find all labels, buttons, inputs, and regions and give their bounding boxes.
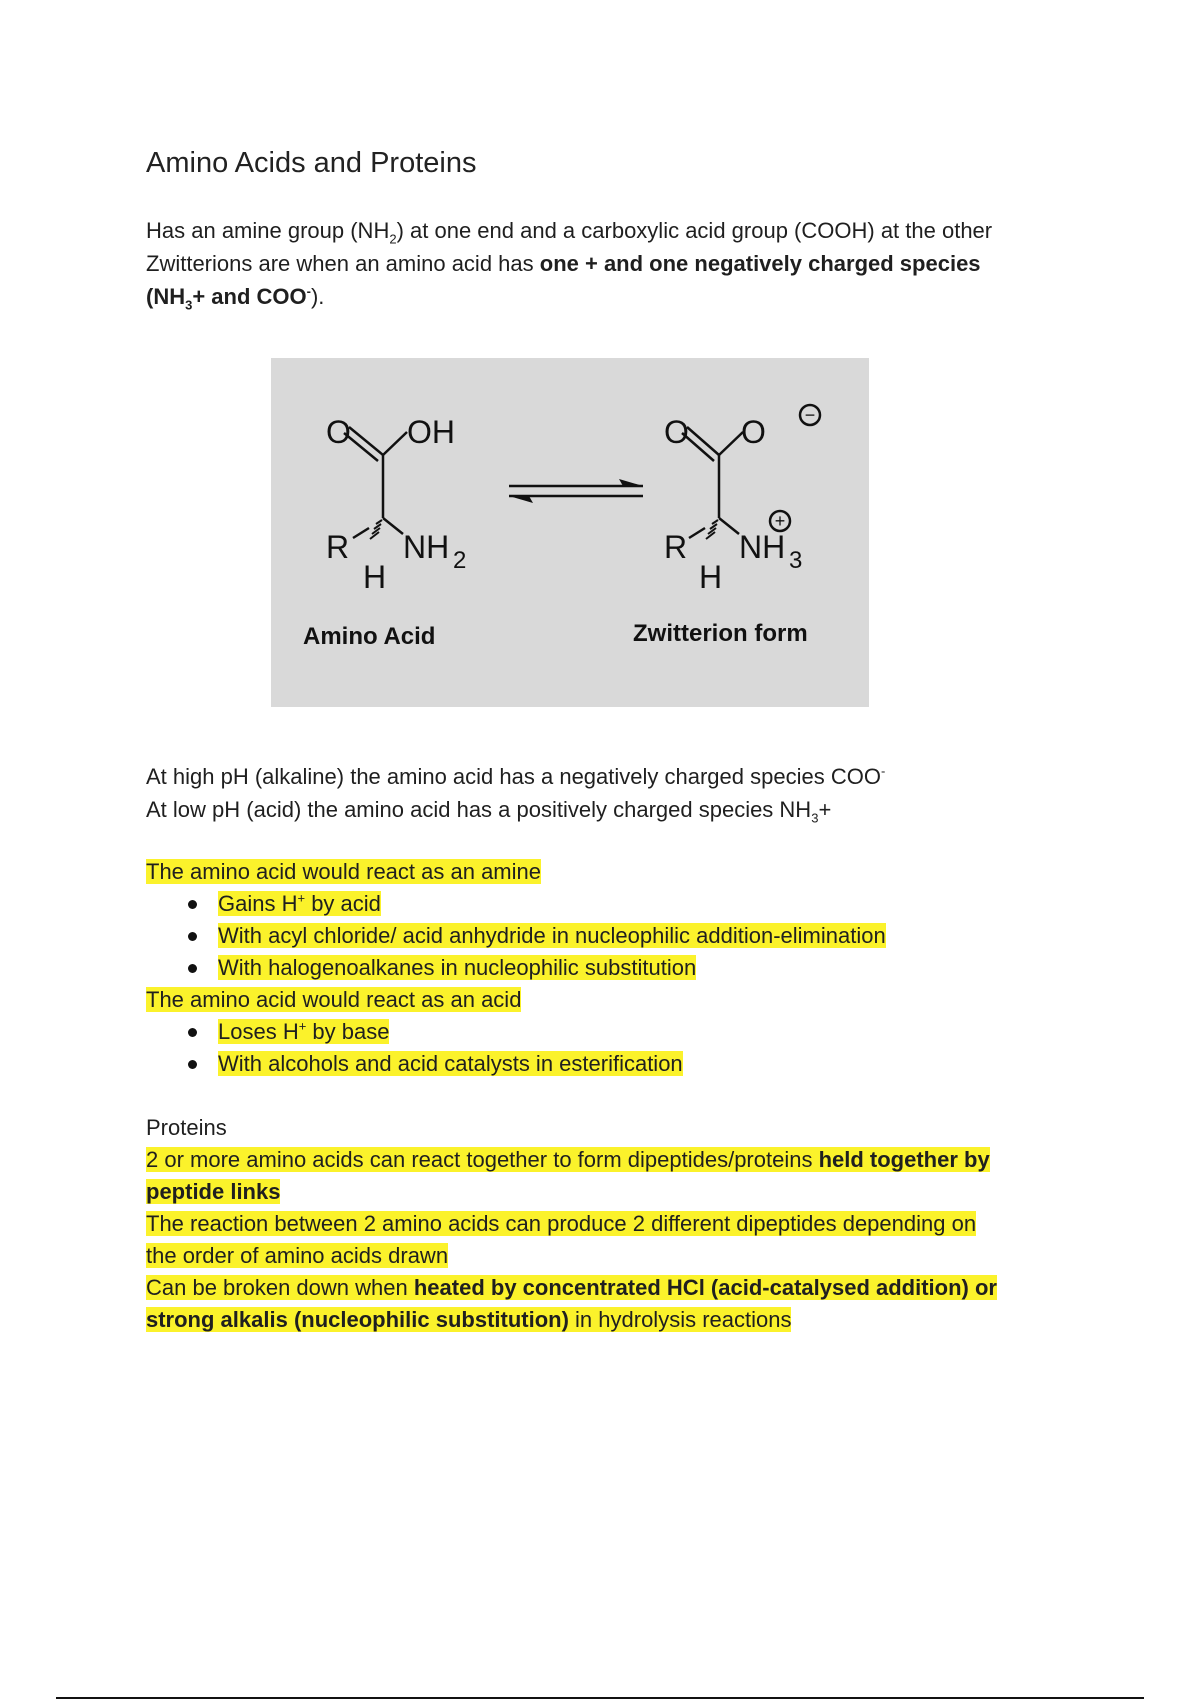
proteins-heading: Proteins xyxy=(146,1115,227,1140)
forward-arrow-head xyxy=(619,479,643,486)
list-item: With alcohols and acid catalysts in esterification xyxy=(146,1048,683,1080)
intro-line-3: ($NH_3+$ and COO-). xyxy=(146,283,325,313)
right-h-label: H xyxy=(699,559,723,595)
structure-diagram xyxy=(271,358,869,707)
caption-zwitterion: Zwitterion form xyxy=(633,620,808,647)
zwitterion-figure xyxy=(271,358,869,707)
left-oh-label: OH xyxy=(407,414,455,450)
minus-sign: − xyxy=(804,405,816,425)
ph-paragraph xyxy=(146,760,1086,826)
proteins-paragraph: 2 or more amino acids can react together to form dipeptides/proteins held together by peptide links The reaction between 2 amino acids can produce 2 different dipeptides depending on the order of amino acids drawn Can be broken down when heated by concentrated HCl (acid-catalysed addition) or strong alkalis (nucleophilic substitution) in hydrolysis reactions xyxy=(146,1147,997,1332)
reverse-arrow-head xyxy=(509,496,533,503)
caption-amino-acid: Amino Acid xyxy=(303,623,436,650)
right-ominus-label: O xyxy=(741,414,766,450)
left-nh-label: NH xyxy=(403,529,450,565)
list-item: Gains H+ by acid xyxy=(146,888,886,920)
left-o-label: O xyxy=(326,414,351,450)
intro-line-2: Zwitterions are when an amino acid has one + and one negatively charged species xyxy=(146,251,981,276)
ph-high-line: At high pH (alkaline) the amino acid has a negatively charged species COO- xyxy=(146,763,886,789)
acid-heading: The amino acid would react as an acid xyxy=(146,987,522,1012)
left-ca-n-bond xyxy=(383,518,403,534)
list-item: With halogenoalkanes in nucleophilic substitution xyxy=(146,952,886,984)
plus-sign: + xyxy=(774,511,786,531)
right-c-o-bond xyxy=(719,432,743,455)
page-title: Amino Acids and Proteins xyxy=(146,147,477,179)
left-r-label: R xyxy=(326,529,350,565)
left-h-label: H xyxy=(363,559,387,595)
bottom-divider xyxy=(56,1697,1144,1699)
amine-list xyxy=(146,888,886,984)
right-o-label: O xyxy=(664,414,689,450)
right-r-label: R xyxy=(664,529,688,565)
acid-list xyxy=(146,1016,683,1080)
amine-heading: The amino acid would react as an amine xyxy=(146,859,541,884)
intro-paragraph xyxy=(146,214,1086,313)
right-ca-n-bond xyxy=(719,518,739,534)
left-nh-subscript: 2 xyxy=(453,547,467,574)
intro-line-1: Has an amine group $(NH_2)$ at one end and a carboxylic acid group (COOH) at the other xyxy=(146,218,993,247)
right-nh-subscript: 3 xyxy=(789,547,803,574)
list-item: Loses H+ by base xyxy=(146,1016,683,1048)
ph-low-line: At low pH (acid) the amino acid has a positively charged species $NH_3+$ xyxy=(146,797,832,826)
right-nh-label: NH xyxy=(739,529,786,565)
list-item: With acyl chloride/ acid anhydride in nucleophilic addition-elimination xyxy=(146,920,886,952)
left-c-oh-bond xyxy=(383,432,407,455)
